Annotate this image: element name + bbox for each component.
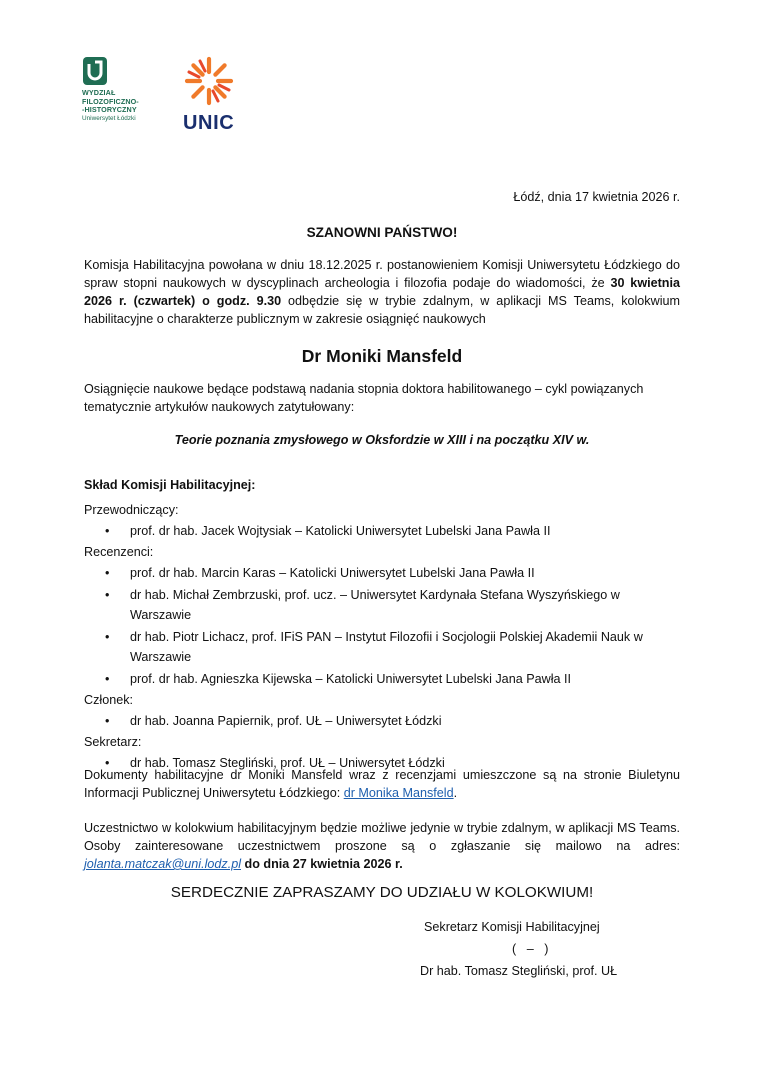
unic-sun-icon [183,56,235,106]
faculty-logo [82,56,162,123]
documents-paragraph [84,766,680,802]
participation-paragraph [84,819,680,873]
member-text: prof. dr hab. Agnieszka Kijewska – Katolicki Uniwersytet Lubelski Jana Pawła II [130,672,571,686]
bip-link[interactable]: dr Monika Mansfeld [343,786,454,800]
member-text: prof. dr hab. Marcin Karas – Katolicki Uniwersytet Lubelski Jana Pawła II [130,566,535,580]
faculty-logo-line4: Uniwersytet Łódzki [82,114,136,122]
invitation: SERDECZNIE ZAPRASZAMY DO UDZIAŁU W KOLOKWIUM! [170,884,594,901]
list-item [84,585,684,625]
chair-label: Przewodniczący: [84,503,179,517]
member-label: Członek: [84,693,133,707]
list-item [84,627,684,667]
faculty-logo-line2: FILOZOFICZNO- [82,96,139,106]
faculty-logo-line3: -HISTORYCZNY [82,105,137,115]
signature-role: Sekretarz Komisji Habilitacyjnej [424,920,600,934]
bullet-icon: • [105,672,110,686]
email-link[interactable]: jolanta.matczak@uni.lodz.pl [84,857,241,871]
intro-date-time: 30 kwietnia 2026 r. (czwartek) o godz. 9.30 [84,276,681,308]
candidate-name: Dr Moniki Mansfeld [301,346,463,366]
bullet-icon: • [105,566,110,580]
bullet-icon: • [105,714,110,728]
unic-logo [183,56,239,134]
signature-name: Dr hab. Tomasz Stegliński, prof. UŁ [420,964,618,978]
member-text: dr hab. Piotr Lichacz, prof. IFiS PAN – Instytut Filozofii i Socjologii Polskiej Akademii Nauk w Warszawie [130,630,643,664]
member-text: dr hab. Tomasz Stegliński, prof. UŁ – Uniwersytet Łódzki [130,756,445,770]
intro-text-2: odbędzie się w trybie zdalnym, w aplikacji MS Teams, kolokwium habilitacyjne o charakterze publicznym w zakresie osiągnięć naukowych [84,294,680,326]
faculty-logo-mark-icon [82,56,108,86]
documents-text: Dokumenty habilitacyjne dr Moniki Mansfeld wraz z recenzjami umieszczone są na stronie Biuletynu Informacji Publicznej Uniwersytetu Łódzkiego: [84,768,680,800]
member-text: prof. dr hab. Jacek Wojtysiak – Katolicki Uniwersytet Lubelski Jana Pawła II [130,524,551,538]
document-date: Łódź, dnia 17 kwietnia 2026 r. [513,190,680,204]
bullet-icon: • [105,756,110,770]
faculty-logo-line1: WYDZIAŁ [82,88,116,97]
committee-list [84,501,684,775]
reviewers-label: Recenzenci: [84,545,154,559]
bullet-icon: • [105,588,110,602]
unic-logo-text: UNIC [183,112,235,134]
participation-text: Uczestnictwo w kolokwium habilitacyjnym będzie możliwe jedynie w trybie zdalnym, w aplikacji MS Teams. Osoby zainteresowane uczestnictwem proszone są o zgłaszanie się mailowo na adres: [84,821,680,853]
member-text: dr hab. Michał Zembrzuski, prof. ucz. – Uniwersytet Kardynała Stefana Wyszyńskiego w Warszawie [130,588,620,622]
achievement-paragraph: Osiągnięcie naukowe będące podstawą nadania stopnia doktora habilitowanego – cykl powiązanych tematycznie artykułów naukowych zatytułowany: [84,382,644,414]
list-item [84,563,684,583]
secretary-label: Sekretarz: [84,735,142,749]
list-item [84,521,684,541]
thesis-title: Teorie poznania zmysłowego w Oksfordzie w XIII i na początku XIV w. [174,433,590,447]
intro-text-1: Komisja Habilitacyjna powołana w dniu 18.12.2025 r. postanowieniem Komisji Uniwersytetu Łódzkiego do spraw stopni naukowych w dyscyplinach archeologia i filozofia podaje do wiadomości, że [84,258,680,290]
participation-deadline: do dnia 27 kwietnia 2026 r. [241,857,403,871]
committee-heading: Skład Komisji Habilitacyjnej: [84,478,256,492]
greeting: SZANOWNI PAŃSTWO! [306,225,458,240]
documents-end: . [453,786,458,800]
member-text: dr hab. Joanna Papiernik, prof. UŁ – Uniwersytet Łódzki [130,714,442,728]
bullet-icon: • [105,630,110,644]
bullet-icon: • [105,524,110,538]
list-item [84,669,684,689]
intro-paragraph [84,256,680,328]
signature-mark: ( – ) [512,942,549,956]
list-item [84,711,684,731]
